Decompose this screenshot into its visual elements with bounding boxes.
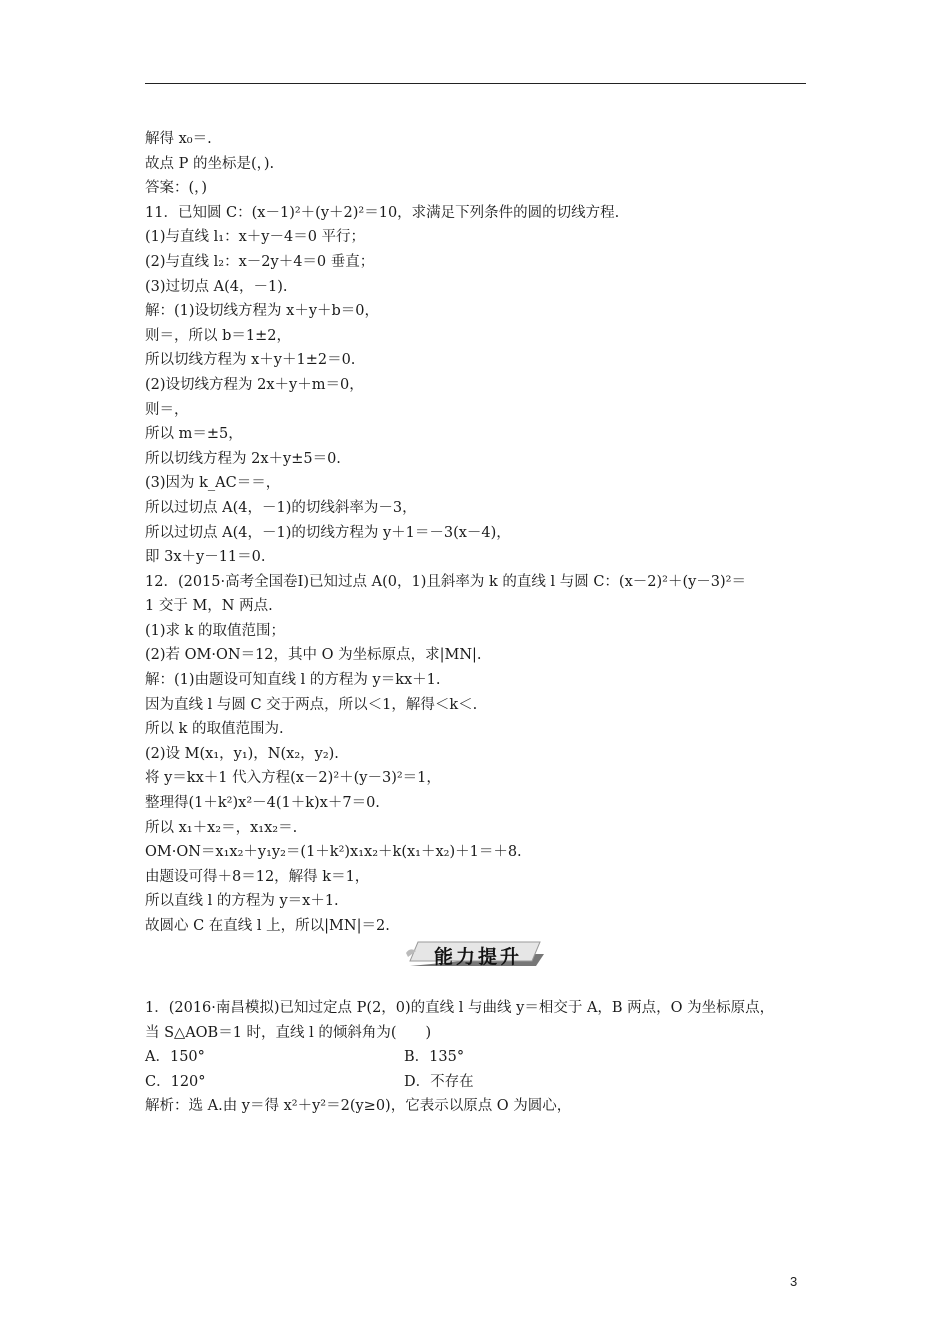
text-line: 整理得(1＋k²)x²－4(1＋k)x＋7＝0.	[145, 795, 380, 812]
text-line: 所以切线方程为 2x＋y±5＝0.	[145, 450, 341, 467]
text-line: 则＝，所以 b＝1±2，	[145, 327, 291, 344]
text-line: 11．已知圆 C：(x－1)²＋(y＋2)²＝10，求满足下列条件的圆的切线方程.	[145, 204, 620, 221]
text-line: 由题设可得＋8＝12，解得 k＝1，	[145, 868, 370, 885]
solution-text	[145, 127, 810, 939]
option-c: C．120°	[145, 1073, 206, 1090]
text-line: 所以直线 l 的方程为 y＝x＋1.	[145, 893, 339, 910]
page-number: 3	[790, 1274, 798, 1289]
text-line: (3)因为 k_AC＝＝，	[145, 475, 281, 492]
option-d: D．不存在	[404, 1073, 474, 1090]
section-banner	[404, 939, 544, 969]
text-line: (1)与直线 l₁：x＋y－4＝0 平行；	[145, 229, 366, 246]
text-line: 1 交于 M，N 两点.	[145, 598, 273, 615]
text-line: 解：(1)由题设可知直线 l 的方程为 y＝kx＋1.	[145, 672, 441, 689]
question-line: 当 S△AOB＝1 时，直线 l 的倾斜角为( )	[145, 1024, 432, 1041]
text-line: 即 3x＋y－11＝0.	[145, 549, 266, 566]
text-line: 将 y＝kx＋1 代入方程(x－2)²＋(y－3)²＝1，	[145, 770, 441, 787]
text-line: OM·ON＝x₁x₂＋y₁y₂＝(1＋k²)x₁x₂＋k(x₁＋x₂)＋1＝＋8.	[145, 844, 522, 861]
banner-label: 能力提升	[433, 946, 522, 968]
text-line: (1)求 k 的取值范围；	[145, 622, 286, 639]
text-line: 所以切线方程为 x＋y＋1±2＝0.	[145, 352, 356, 369]
option-row	[145, 1045, 810, 1070]
option-b: B．135°	[404, 1049, 465, 1066]
text-line: (3)过切点 A(4，－1).	[145, 278, 288, 295]
header-rule	[145, 83, 806, 84]
question-line: 1．(2016·南昌模拟)已知过定点 P(2，0)的直线 l 与曲线 y＝相交于 A，B 两点，O 为坐标原点，	[145, 1000, 775, 1016]
text-line: 12．(2015·高考全国卷Ⅰ)已知过点 A(0，1)且斜率为 k 的直线 l 与圆 C：(x－2)²＋(y－3)²＝	[145, 573, 746, 590]
practice-section	[145, 996, 810, 1119]
text-line: 所以过切点 A(4，－1)的切线斜率为－3，	[145, 499, 417, 516]
text-line: 所以 k 的取值范围为.	[145, 721, 284, 738]
text-line: 所以 m＝±5，	[145, 426, 243, 443]
text-line: 因为直线 l 与圆 C 交于两点，所以＜1，解得＜k＜.	[145, 696, 478, 713]
option-row	[145, 1070, 810, 1095]
text-line: 解：(1)设切线方程为 x＋y＋b＝0，	[145, 303, 380, 320]
text-line: 所以 x₁＋x₂＝，x₁x₂＝.	[145, 819, 298, 836]
text-line: 解得 x₀＝.	[145, 131, 212, 147]
option-a: A．150°	[145, 1049, 205, 1066]
text-line: 所以过切点 A(4，－1)的切线方程为 y＋1＝－3(x－4)，	[145, 524, 511, 541]
text-line: 则＝，	[145, 401, 189, 418]
text-line: (2)设 M(x₁，y₁)，N(x₂，y₂).	[145, 745, 339, 762]
analysis-line: 解析：选 A.由 y＝得 x²＋y²＝2(y≥0)，它表示以原点 O 为圆心，	[145, 1098, 572, 1115]
text-line: (2)设切线方程为 2x＋y＋m＝0，	[145, 376, 364, 393]
text-line: 故圆心 C 在直线 l 上，所以|MN|＝2.	[145, 918, 390, 934]
text-line: (2)与直线 l₂：x－2y＋4＝0 垂直；	[145, 253, 375, 270]
text-line: 答案：(，)	[145, 180, 208, 197]
text-line: 故点 P 的坐标是(，).	[145, 155, 275, 172]
text-line: (2)若 OM·ON＝12，其中 O 为坐标原点，求|MN|.	[145, 647, 482, 664]
